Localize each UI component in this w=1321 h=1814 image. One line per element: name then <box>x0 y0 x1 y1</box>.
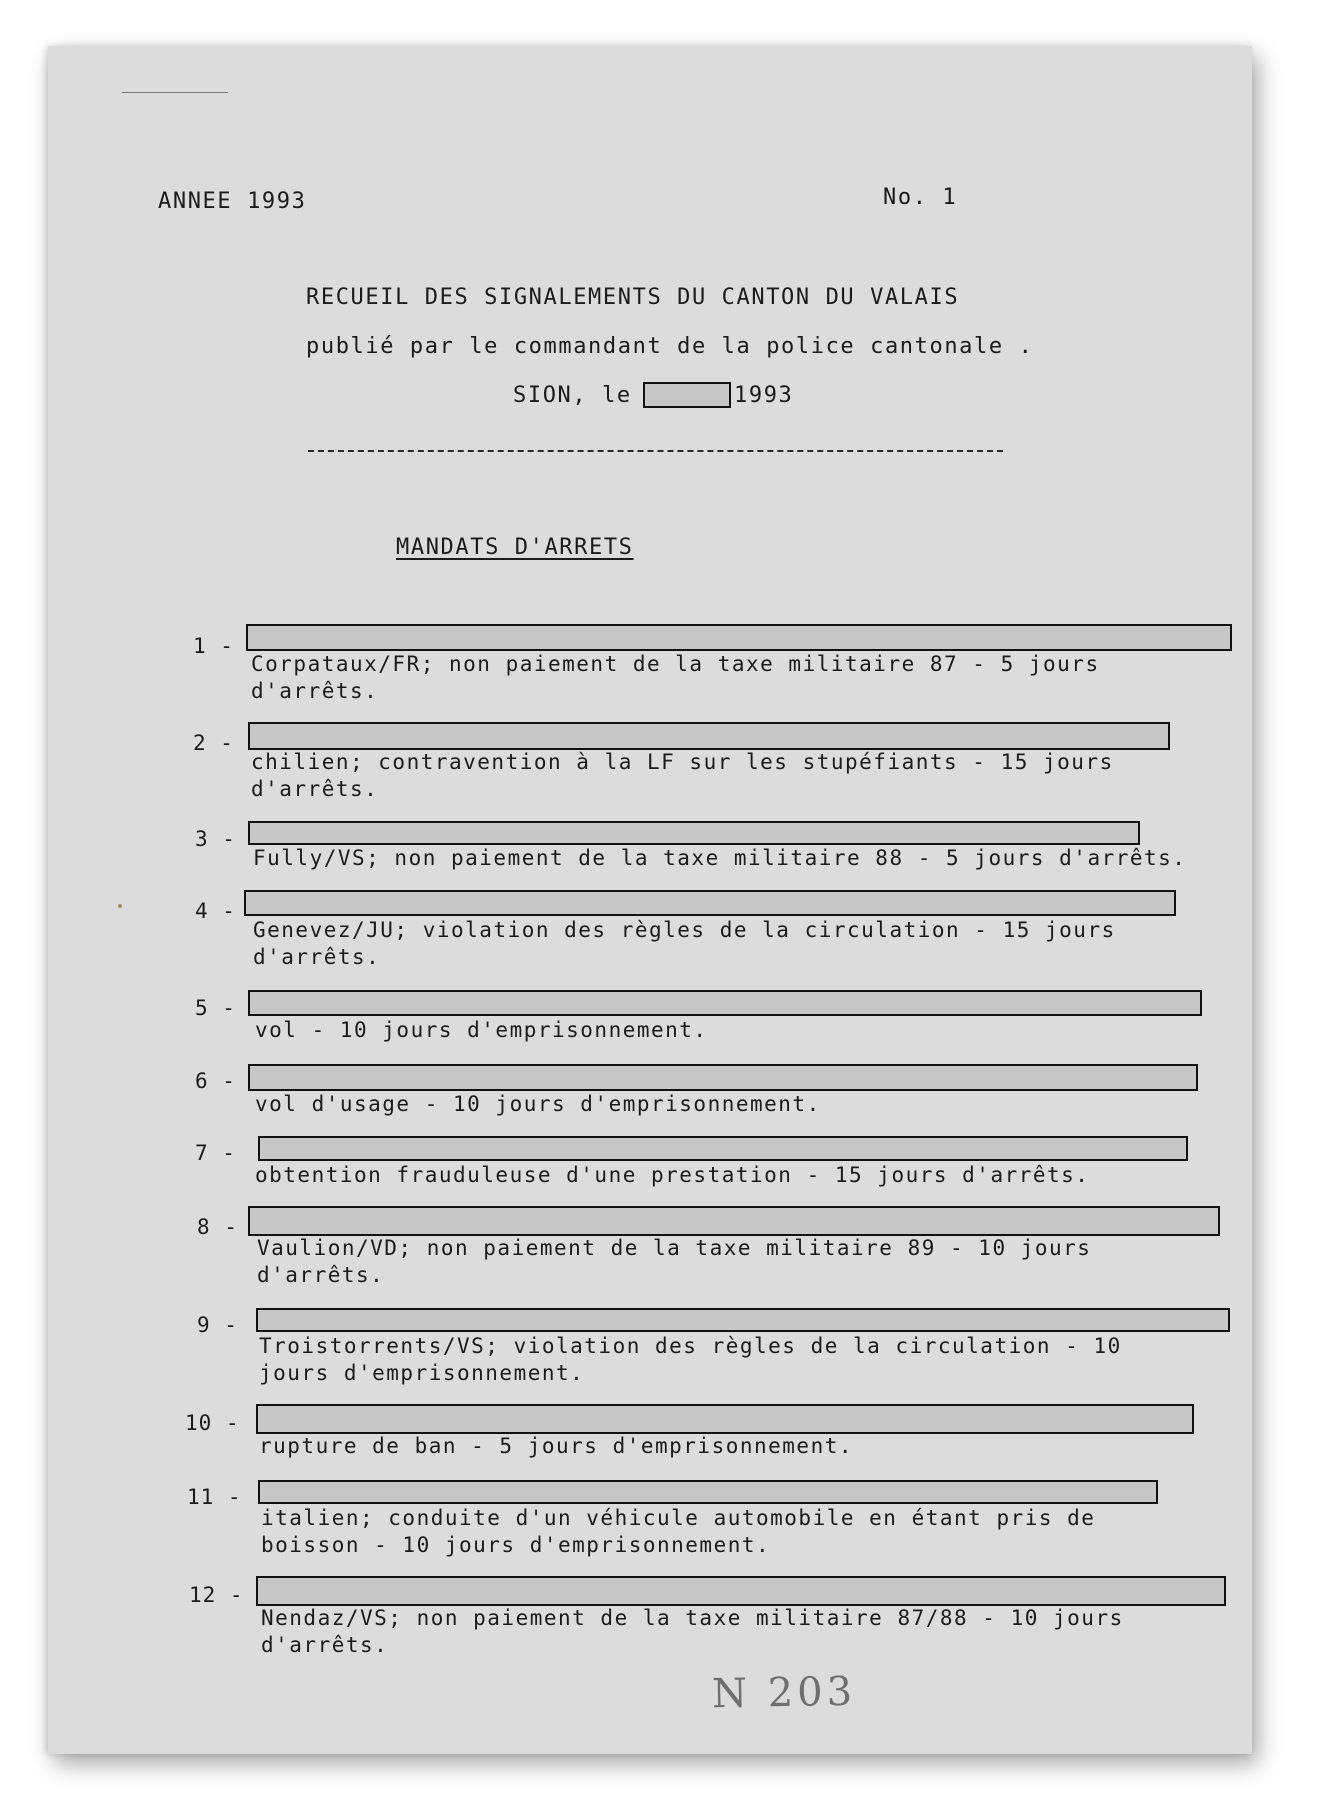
entry-number: 11 - <box>187 1485 242 1509</box>
entry-text: obtention frauduleuse d'une prestation - 15 jours d'arrêts. <box>255 1163 1090 1187</box>
entry-text: d'arrêts. <box>251 679 379 703</box>
section-title: MANDATS D'ARRETS <box>396 535 634 560</box>
entry-text: d'arrêts. <box>253 945 381 969</box>
page-mark <box>122 92 228 93</box>
entry-text: boisson - 10 jours d'emprisonnement. <box>261 1533 771 1557</box>
entry-text: Troistorrents/VS; violation des règles de la circulation - 10 <box>259 1334 1122 1358</box>
entry-text: Nendaz/VS; non paiement de la taxe militaire 87/88 - 10 jours <box>261 1606 1124 1630</box>
year-label: ANNEE 1993 <box>158 189 307 214</box>
entry-number: 12 - <box>189 1583 244 1607</box>
divider-line <box>308 450 1003 452</box>
entry-text: vol - 10 jours d'emprisonnement. <box>255 1018 708 1042</box>
redacted-name <box>258 1480 1158 1504</box>
entry-text: Vaulion/VD; non paiement de la taxe militaire 89 - 10 jours <box>257 1236 1092 1260</box>
entry-number: 9 - <box>197 1313 238 1337</box>
redacted-name <box>256 1404 1194 1434</box>
redacted-name <box>256 1308 1230 1332</box>
redacted-name <box>248 990 1202 1016</box>
entry-number: 6 - <box>195 1069 236 1093</box>
entry-number: 3 - <box>195 827 236 851</box>
entry-text: chilien; contravention à la LF sur les stupéfiants - 15 jours <box>251 750 1114 774</box>
entry-number: 1 - <box>193 634 234 658</box>
entry-text: italien; conduite d'un véhicule automobile en étant pris de <box>261 1506 1096 1530</box>
entry-text: vol d'usage - 10 jours d'emprisonnement. <box>255 1092 821 1116</box>
entry-number: 5 - <box>195 996 236 1020</box>
entry-number: 8 - <box>197 1215 238 1239</box>
handwritten-note: N 203 <box>711 1668 857 1718</box>
entry-text: d'arrêts. <box>261 1633 389 1657</box>
redacted-name <box>248 1064 1198 1091</box>
document-subtitle: publié par le commandant de la police cantonale . <box>306 334 1034 359</box>
redacted-name <box>248 1206 1220 1236</box>
redacted-date <box>643 382 731 408</box>
place-date-year: 1993 <box>734 383 794 408</box>
redacted-name <box>258 1136 1188 1161</box>
redacted-name <box>244 890 1176 916</box>
issue-number: No. 1 <box>883 185 958 210</box>
entry-text: rupture de ban - 5 jours d'emprisonnement. <box>259 1434 854 1458</box>
entry-number: 10 - <box>185 1411 240 1435</box>
entry-text: jours d'emprisonnement. <box>259 1361 585 1385</box>
entry-number: 2 - <box>193 731 234 755</box>
redacted-name <box>248 821 1140 845</box>
entry-text: Corpataux/FR; non paiement de la taxe militaire 87 - 5 jours <box>251 652 1100 676</box>
entry-text: d'arrêts. <box>251 777 379 801</box>
entry-number: 4 - <box>195 899 236 923</box>
entry-text: Genevez/JU; violation des règles de la circulation - 15 jours <box>253 918 1116 942</box>
redacted-name <box>248 722 1170 750</box>
entry-text: d'arrêts. <box>257 1263 385 1287</box>
place-date-prefix: SION, le <box>513 383 632 408</box>
entry-number: 7 - <box>195 1141 236 1165</box>
document-title: RECUEIL DES SIGNALEMENTS DU CANTON DU VALAIS <box>306 285 960 310</box>
redacted-name <box>246 624 1232 651</box>
entry-text: Fully/VS; non paiement de la taxe militaire 88 - 5 jours d'arrêts. <box>253 846 1187 870</box>
redacted-name <box>256 1576 1226 1606</box>
paper-speck <box>118 904 122 908</box>
